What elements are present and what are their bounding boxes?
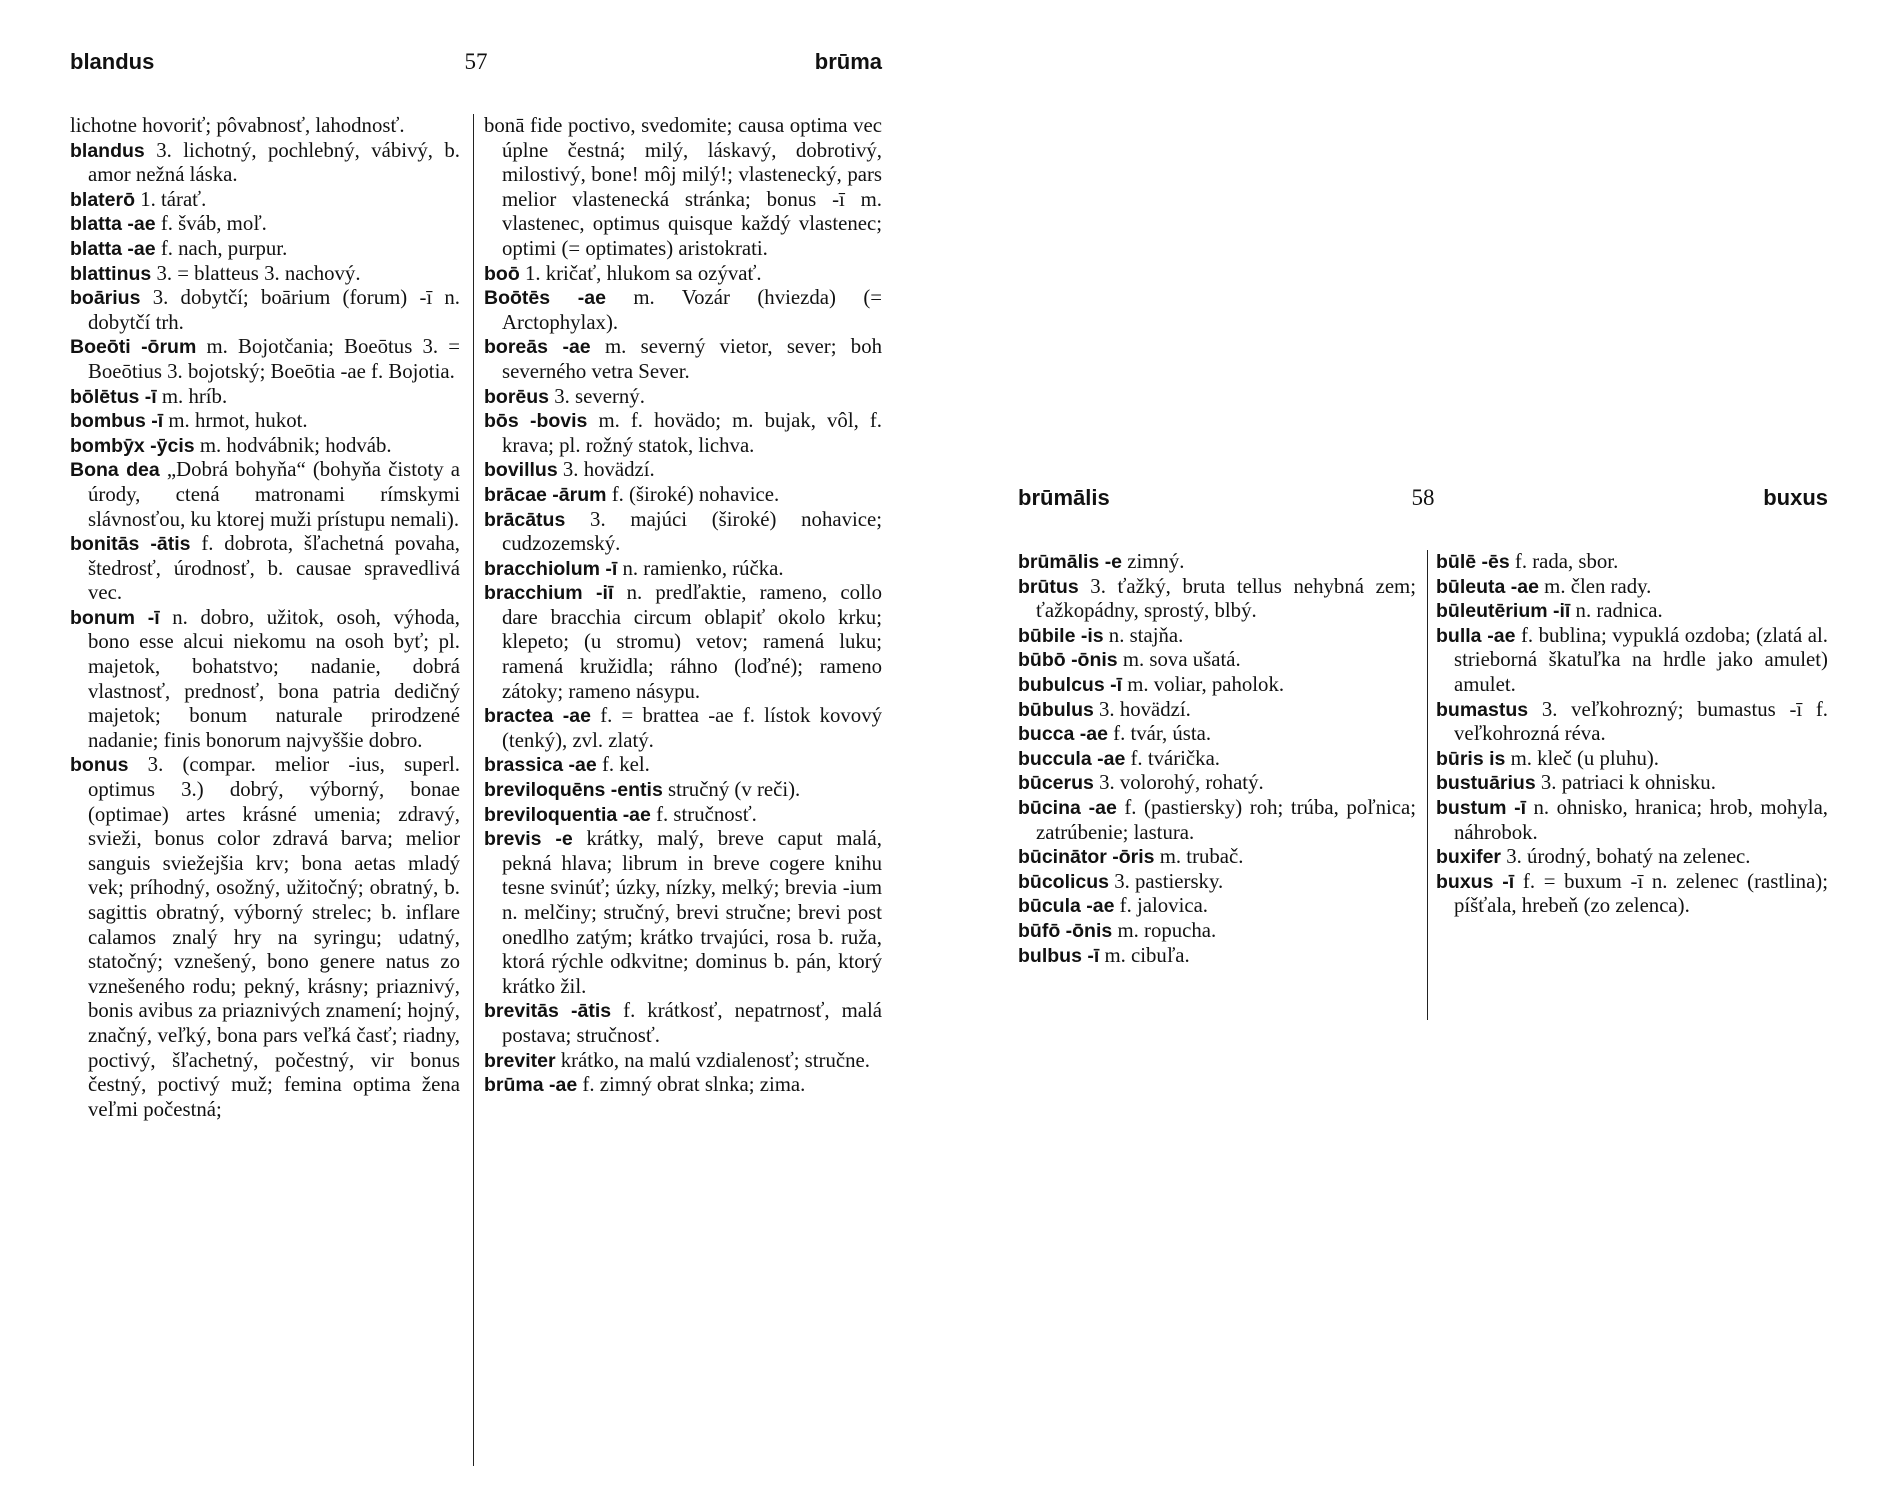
entry-headword: būcina -ae <box>1018 796 1117 819</box>
entry-headword: bubulcus -ī <box>1018 673 1122 696</box>
entry-definition: 3. volorohý, rohatý. <box>1099 771 1264 795</box>
entry-headword: Boeōti -ōrum <box>70 336 197 359</box>
dictionary-entry <box>1018 673 1416 698</box>
dictionary-entry <box>484 753 882 778</box>
entry-headword: būcinātor -ōris <box>1018 846 1155 869</box>
entry-definition: f. = brattea -ae f. lístok kovový (tenký), zvl. zlatý. <box>502 704 882 752</box>
dictionary-entry <box>1436 771 1828 796</box>
entry-headword: bombȳx -ȳcis <box>70 434 195 457</box>
entry-headword: būcerus <box>1018 772 1094 795</box>
dictionary-page-57 <box>70 48 882 1468</box>
dictionary-entry <box>1018 575 1416 624</box>
entry-definition: m. sova ušatá. <box>1122 648 1241 672</box>
dictionary-entry <box>1018 722 1416 747</box>
entry-definition: n. radnica. <box>1575 599 1663 623</box>
dictionary-entry <box>70 262 460 287</box>
dictionary-entry <box>1436 575 1828 600</box>
dictionary-entry <box>484 827 882 999</box>
dictionary-entry <box>70 212 460 237</box>
entry-definition: f. krátkosť, nepatrnosť, malá postava; stručnosť. <box>502 999 882 1047</box>
entry-headword: brūmālis -e <box>1018 551 1123 573</box>
dictionary-entry <box>1436 599 1828 624</box>
entry-headword: buxifer <box>1436 846 1502 869</box>
header-left-guideword: blandus <box>70 49 155 74</box>
entry-headword: buxus -ī <box>1436 870 1515 893</box>
entry-headword: Boōtēs -ae <box>484 287 606 310</box>
entry-definition: f. kel. <box>601 753 650 777</box>
dictionary-entry <box>1018 771 1416 796</box>
entry-definition: m. hríb. <box>161 384 228 408</box>
dictionary-entry <box>70 753 460 1122</box>
dictionary-entry <box>1018 944 1416 969</box>
entry-definition: f. = buxum -ī n. zelenec (rastlina); píšťala, hrebeň (zo zelenca). <box>1454 869 1828 918</box>
entry-definition: m. trubač. <box>1159 845 1244 869</box>
entry-headword: brācae -ārum <box>484 483 607 506</box>
page-header <box>70 48 882 76</box>
entry-definition: zimný. <box>1127 550 1185 573</box>
entry-headword: bulla -ae <box>1436 624 1516 647</box>
entry-definition: 3. úrodný, bohatý na zelenec. <box>1506 845 1751 869</box>
entry-headword: būleuta -ae <box>1436 575 1539 598</box>
entry-headword: brūtus <box>1018 575 1079 598</box>
dictionary-entry <box>1436 870 1828 919</box>
entry-definition: 3. patriaci k ohnisku. <box>1540 771 1716 795</box>
entry-definition: 3. dobytčí; boārium (forum) -ī n. dobytčí trh. <box>88 286 460 334</box>
entry-definition: f. (široké) nohavice. <box>611 482 780 506</box>
entry-definition: f. tvár, ústa. <box>1113 722 1212 746</box>
entry-definition: 3. majúci (široké) nohavice; cudzozemský. <box>502 507 882 556</box>
entry-headword: breviter <box>484 1049 556 1072</box>
entry-definition: 3. = blatteus 3. nachový. <box>156 261 361 285</box>
entry-headword: bracchium -iī <box>484 582 614 605</box>
dictionary-entry <box>484 704 882 753</box>
entry-definition: 3. lichotný, pochlebný, vábivý, b. amor nežná láska. <box>88 138 461 187</box>
entry-definition: n. dobro, užitok, osoh, výhoda, bono esse alcui niekomu na osoh byť; pl. majetok, bohatstvo; nadanie, dobrá vlastnosť, prednosť, bona patria dedičný majetok; bonum naturale prirodzené nadanie; finis bonorum najvyššie dobro. <box>88 605 460 752</box>
header-right-guideword: buxus <box>1763 485 1828 510</box>
entry-headword: buccula -ae <box>1018 747 1126 770</box>
dictionary-entry <box>484 508 882 557</box>
dictionary-entry <box>1436 698 1828 747</box>
entry-definition: f. rada, sbor. <box>1514 550 1619 573</box>
entry-definition: f. zimný obrat slnka; zima. <box>582 1073 806 1097</box>
entry-headword: bumastus <box>1436 698 1529 721</box>
entry-definition: f. bublina; vypuklá ozdoba; (zlatá al. strieborná škatuľka na hrdle jako amulet) amulet. <box>1454 623 1828 696</box>
dictionary-entry <box>484 803 882 828</box>
entry-headword: brevitās -ātis <box>484 1000 612 1023</box>
entry-definition: m. kleč (u pluhu). <box>1510 746 1659 770</box>
entry-headword: bucca -ae <box>1018 723 1108 746</box>
entry-headword: boreās -ae <box>484 336 591 359</box>
entry-headword: brevis -e <box>484 828 573 851</box>
dictionary-entry <box>1018 870 1416 895</box>
entry-headword: brūma -ae <box>484 1074 578 1097</box>
left-column <box>1018 550 1416 968</box>
dictionary-entry <box>70 114 460 139</box>
entry-definition: n. ohnisko, hranica; hrob, mohyla, náhrobok. <box>1454 795 1829 844</box>
entry-definition: 3. hovädzí. <box>562 458 655 482</box>
entry-headword: bōlētus -ī <box>70 385 157 408</box>
entry-definition: „Dobrá bohyňa“ (bohyňa čistoty a úrody, ctená matronami rímskymi slávnosťou, ku ktorej muži prístupu nemali). <box>88 458 460 531</box>
entry-definition: f. stručnosť. <box>656 802 757 826</box>
entry-headword: bustuārius <box>1436 772 1536 795</box>
entry-definition: 3. pastiersky. <box>1114 869 1224 893</box>
dictionary-entry <box>1018 648 1416 673</box>
entry-definition: lichotne hovoriť; pôvabnosť, lahodnosť. <box>70 114 405 137</box>
dictionary-entry <box>70 335 460 384</box>
dictionary-entry <box>1018 698 1416 723</box>
entry-definition: f. nach, purpur. <box>160 236 288 260</box>
entry-headword: blandus <box>70 139 145 162</box>
dictionary-entry <box>1018 550 1416 575</box>
entry-definition: 3. veľkohrozný; bumastus -ī f. veľkohrozná réva. <box>1454 697 1828 746</box>
column-divider <box>1427 550 1428 1020</box>
header-left-guideword: brūmālis <box>1018 485 1110 510</box>
entry-headword: blattinus <box>70 262 152 285</box>
dictionary-entry <box>70 434 460 459</box>
dictionary-entry <box>1018 919 1416 944</box>
entry-definition: 3. ťažký, bruta tellus nehybná zem; ťažkopádny, sprostý, blbý. <box>1036 574 1416 623</box>
entry-headword: būcolicus <box>1018 870 1110 893</box>
entry-definition: m. Bojotčania; Boeōtus 3. = Boeōtius 3. bojotský; Boeōtia -ae f. Bojotia. <box>88 335 460 383</box>
entry-headword: blaterō <box>70 188 136 211</box>
entry-headword: brassica -ae <box>484 754 597 777</box>
entry-definition: f. jalovica. <box>1119 894 1209 918</box>
dictionary-entry <box>70 237 460 262</box>
entry-definition: n. stajňa. <box>1108 623 1184 647</box>
entry-definition: 3. severný. <box>554 384 645 408</box>
entry-definition: 3. hovädzí. <box>1099 697 1191 721</box>
entry-definition: krátky, malý, breve caput malá, pekná hlava; librum in breve cogere knihu tesne svinúť; úzky, nízky, melký; brevia -ium n. melčiny; stručný, brevi stručne; brevi post onedlho zatým; krátko trvajúci, rosa b. ruža, ktorá rýchle odkvitne; dominus b. pán, ktorý krátko žil. <box>502 827 882 998</box>
entry-headword: būbō -ōnis <box>1018 649 1118 672</box>
right-column <box>1436 550 1828 919</box>
entry-headword: bonitās -ātis <box>70 533 191 556</box>
entry-definition: m. člen rady. <box>1544 574 1652 598</box>
entry-headword: bractea -ae <box>484 705 591 728</box>
entry-definition: m. Vozár (hviezda) (= Arctophylax). <box>502 286 882 334</box>
entry-headword: bombus -ī <box>70 410 164 433</box>
entry-headword: Bona dea <box>70 459 160 482</box>
dictionary-entry <box>484 483 882 508</box>
entry-headword: boō <box>484 262 520 285</box>
dictionary-entry <box>484 286 882 335</box>
entry-definition: n. ramienko, rúčka. <box>622 556 784 580</box>
dictionary-entry <box>484 385 882 410</box>
entry-definition: f. (pastiersky) roh; trúba, poľnica; zatrúbenie; lastura. <box>1036 795 1416 844</box>
entry-definition: m. cibuľa. <box>1104 943 1190 967</box>
entry-definition: stručný (v reči). <box>668 778 801 802</box>
dictionary-entry <box>484 262 882 287</box>
dictionary-entry <box>70 532 460 606</box>
entry-definition: f. šváb, moľ. <box>160 212 267 236</box>
entry-headword: bonum -ī <box>70 606 160 629</box>
column-divider <box>473 114 474 1466</box>
dictionary-entry <box>484 999 882 1048</box>
entry-headword: blatta -ae <box>70 237 156 260</box>
dictionary-entry <box>70 286 460 335</box>
dictionary-entry <box>484 458 882 483</box>
entry-headword: būris is <box>1436 747 1506 770</box>
dictionary-entry <box>484 1049 882 1074</box>
entry-headword: breviloquentia -ae <box>484 803 651 826</box>
entry-headword: būlē -ēs <box>1436 551 1510 573</box>
dictionary-entry <box>70 385 460 410</box>
dictionary-entry <box>1018 747 1416 772</box>
dictionary-entry <box>484 1073 882 1098</box>
entry-headword: būleutērium -iī <box>1436 600 1571 623</box>
entry-headword: boārius <box>70 287 141 310</box>
entry-definition: m. hrmot, hukot. <box>168 409 308 433</box>
dictionary-entry <box>484 557 882 582</box>
entry-definition: m. f. hovädo; m. bujak, vôl, f. krava; pl. rožný statok, lichva. <box>502 409 882 457</box>
dictionary-page-58 <box>1018 484 1828 1044</box>
entry-headword: bōs -bovis <box>484 410 588 433</box>
entry-definition: 3. (compar. melior -ius, superl. optimus 3.) dobrý, výborný, bonae (optimae) artes krásné umenia; zdravý, svieži, bonus color zdravá barva; melior sanguis sviežejšia krv; bona aetas mladý vek; príhodný, osožný, užitočný; obratný, b. sagittis obratný, výborný strelec; b. inflare calamos znalý hry na syringu; udatný, statočný; vznešený, bono genere natus zo vznešeného rodu; pekný, krásny; priaznivý, bonis avibus za priaznivých znamení; hojný, značný, veľký, bona pars veľká časť; riadny, poctivý, šľachetný, počestný, vir bonus čestný, poctivý muž; femina optima žena veľmi počestná; <box>88 753 460 1121</box>
header-right-guideword: brūma <box>814 49 882 74</box>
dictionary-entry <box>1018 796 1416 845</box>
entry-definition: 1. tárať. <box>140 187 207 211</box>
dictionary-entry <box>70 409 460 434</box>
entry-definition: n. predľaktie, rameno, collo dare bracchia circum oblapiť okolo krku; klepeto; (u stromu) vetov; ramená luku; ramená kružidla; ráhno (loďné); rameno zátoky; rameno násypu. <box>502 581 882 703</box>
dictionary-entry <box>1436 747 1828 772</box>
entry-headword: būfō -ōnis <box>1018 919 1113 942</box>
entry-headword: bracchiolum -ī <box>484 557 618 580</box>
entry-headword: būbile -is <box>1018 624 1104 647</box>
entry-definition: m. ropucha. <box>1117 918 1217 942</box>
dictionary-entry <box>484 114 882 262</box>
dictionary-entry <box>484 581 882 704</box>
entry-headword: bulbus -ī <box>1018 944 1100 967</box>
entry-definition: m. voliar, paholok. <box>1127 672 1285 696</box>
entry-headword: borēus <box>484 385 550 408</box>
entry-definition: f. dobrota, šľachetná povaha, štedrosť, úrodnosť, b. causae spravedlivá vec. <box>88 532 460 605</box>
dictionary-entry <box>1018 624 1416 649</box>
page-number: 58 <box>1411 485 1435 510</box>
dictionary-entry <box>70 606 460 754</box>
dictionary-entry <box>1436 550 1828 575</box>
entry-headword: blatta -ae <box>70 213 156 236</box>
entry-headword: breviloquēns -entis <box>484 779 663 802</box>
entry-headword: bonus <box>70 754 129 777</box>
entry-headword: būbulus <box>1018 698 1094 721</box>
entry-definition: krátko, na malú vzdialenosť; stručne. <box>560 1048 870 1072</box>
dictionary-entry <box>1436 845 1828 870</box>
dictionary-entry <box>70 458 460 532</box>
dictionary-entry <box>484 335 882 384</box>
dictionary-entry <box>484 409 882 458</box>
entry-definition: 1. kričať, hlukom sa ozývať. <box>524 261 762 285</box>
dictionary-entry <box>1436 796 1828 845</box>
entry-headword: brācātus <box>484 508 566 531</box>
page-header <box>1018 484 1828 512</box>
right-column <box>484 114 882 1098</box>
dictionary-entry <box>1436 624 1828 698</box>
dictionary-entry <box>1018 845 1416 870</box>
entry-headword: būcula -ae <box>1018 895 1115 918</box>
dictionary-entry <box>1018 894 1416 919</box>
entry-headword: bovillus <box>484 459 558 482</box>
entry-headword: bustum -ī <box>1436 796 1527 819</box>
dictionary-entry <box>70 139 460 188</box>
entry-definition: m. severný vietor, sever; boh severného vetra Sever. <box>502 335 882 383</box>
dictionary-entry <box>484 778 882 803</box>
page-number: 57 <box>464 49 488 74</box>
entry-definition: bonā fide poctivo, svedomite; causa optima vec úplne čestná; milý, láskavý, dobrotivý, milostivý, bone! môj milý!; vlastenecký, pars melior vlastenecká stránka; bonus -ī m. vlastenec, optimus quisque každý vlastenec; optimi (= optimates) aristokrati. <box>484 114 882 260</box>
left-column <box>70 114 460 1122</box>
entry-definition: f. tvárička. <box>1130 746 1220 770</box>
entry-definition: m. hodvábnik; hodváb. <box>199 433 392 457</box>
dictionary-entry <box>70 188 460 213</box>
